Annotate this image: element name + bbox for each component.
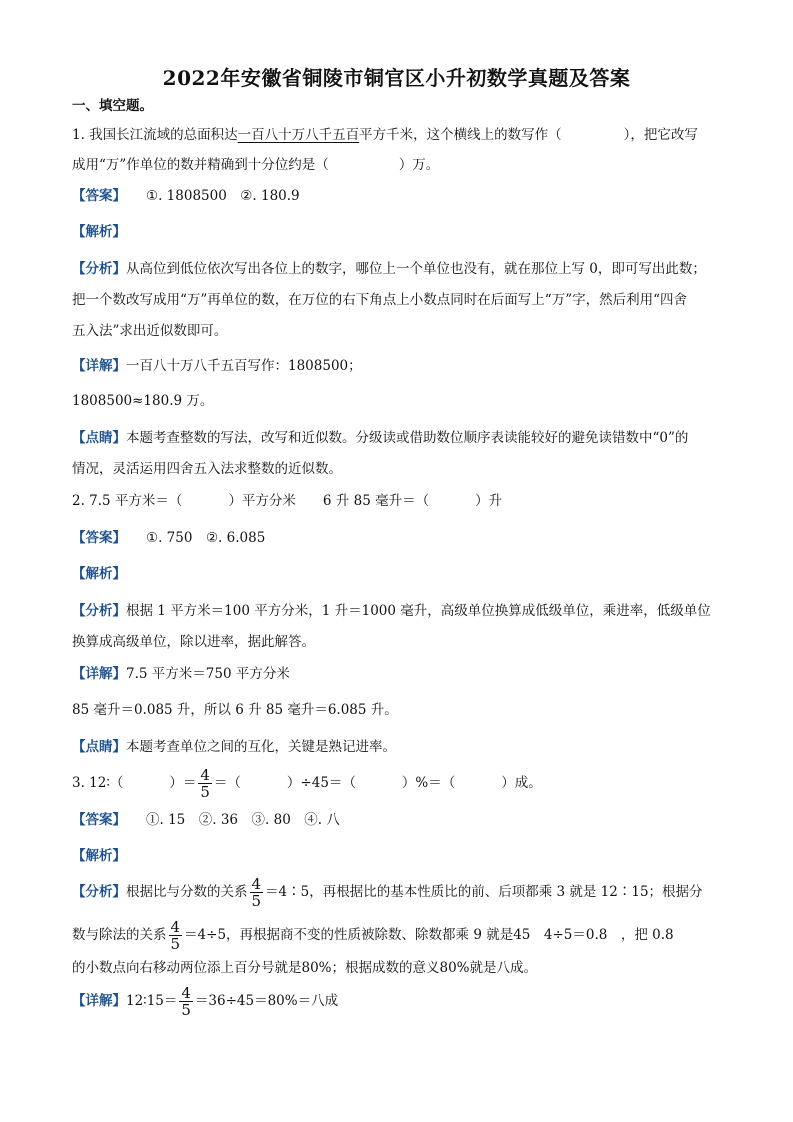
q1-fenxi-3: 五入法”求出近似数即可。 bbox=[72, 323, 228, 339]
q1-line-1: 1. 我国长江流域的总面积达一百八十万八千五百平方千米，这个横线上的数写作（ ），把它改写 bbox=[72, 127, 698, 143]
q1-note-2: 情况，灵活运用四舍五入法求整数的近似数。 bbox=[72, 461, 342, 477]
q1-fenxi-2: 把一个数改写成用“万”再单位的数，在万位的右下角点上小数点同时在后面写上“万”字，然后利用“四舍 bbox=[72, 292, 688, 308]
q1-fenxi-1: 【分析】从高位到低位依次写出各位上的数字，哪位上一个单位也没有，就在那位上写 0，即可写出此数； bbox=[72, 261, 706, 277]
q3-answer: 【答案】 ①. 15 ②. 36 ③. 80 ④. 八 bbox=[72, 812, 340, 828]
q2-line-1: 2. 7.5 平方米＝（ ）平方分米 6 升 85 毫升＝（ ）升 bbox=[72, 493, 503, 509]
fraction-four-fifths: $\frac{4}{5}$ bbox=[170, 918, 181, 953]
q2-fenxi-1: 【分析】根据 1 平方米＝100 平方分米，1 升＝1000 毫升，高级单位换算成低级单位，乘进率，低级单位 bbox=[72, 603, 711, 619]
fraction-four-fifths: $\frac{4}{5}$ bbox=[181, 984, 191, 1019]
q3-fenxi-3: 的小数点向右移动两位添上百分号就是80%；根据成数的意义80%就是八成。 bbox=[72, 960, 538, 976]
q1-detail-1: 【详解】一百八十万八千五百写作：1808500； bbox=[72, 358, 362, 374]
q1-line-2: 成用“万”作单位的数并精确到十分位约是（ ）万。 bbox=[72, 157, 440, 173]
q1-note-1: 【点睛】本题考查整数的写法，改写和近似数。分级读或借助数位顺序表读能较好的避免读错数中“0”的 bbox=[72, 430, 689, 446]
page-title: 2022年安徽省铜陵市铜官区小升初数学真题及答案 bbox=[162, 66, 631, 90]
fraction-four-fifths: $\frac{4}{5}$ bbox=[200, 766, 210, 801]
q1-detail-2: 1808500≈180.9 万。 bbox=[72, 393, 214, 409]
q2-answer: 【答案】 ①. 750 ②. 6.085 bbox=[72, 530, 266, 546]
q3-line-1: 3. 12∶（ ）＝ $\frac{4}{5}$ ＝（ ）÷45＝（ ）%＝（ ）成。 bbox=[72, 766, 542, 801]
fraction-four-fifths: $\frac{4}{5}$ bbox=[251, 875, 262, 910]
q2-detail-1: 【详解】7.5 平方米＝750 平方分米 bbox=[72, 666, 290, 682]
q3-fenxi-1: 【分析】根据比与分数的关系 $\frac{4}{5}$ ＝4∶5，再根据比的基本性质比的前、后项都乘 3 就是 12∶15；根据分 bbox=[72, 875, 703, 910]
q2-note-1: 【点睛】本题考查单位之间的互化，关键是熟记进率。 bbox=[72, 739, 396, 755]
q2-fenxi-2: 换算成高级单位，除以进率，据此解答。 bbox=[72, 634, 315, 650]
q3-fenxi-2: 数与除法的关系 $\frac{4}{5}$ ＝4÷5，再根据商不变的性质被除数、除数都乘 9 就是45 4÷5＝0.8 ，把 0.8 bbox=[72, 918, 674, 953]
q1-answer: 【答案】 ①. 1808500 ②. 180.9 bbox=[72, 188, 300, 204]
q2-detail-2: 85 毫升＝0.085 升，所以 6 升 85 毫升＝6.085 升。 bbox=[72, 702, 398, 718]
q3-analysis-heading: 【解析】 bbox=[72, 848, 126, 864]
q1-analysis-heading: 【解析】 bbox=[72, 224, 126, 240]
q2-analysis-heading: 【解析】 bbox=[72, 566, 126, 582]
section-heading: 一、填空题。 bbox=[72, 98, 153, 114]
q3-detail: 【详解】12∶15＝ $\frac{4}{5}$ ＝36÷45＝80%＝八成 bbox=[72, 984, 339, 1019]
q1-underlined-number: 一百八十万八千五百 bbox=[237, 127, 360, 143]
